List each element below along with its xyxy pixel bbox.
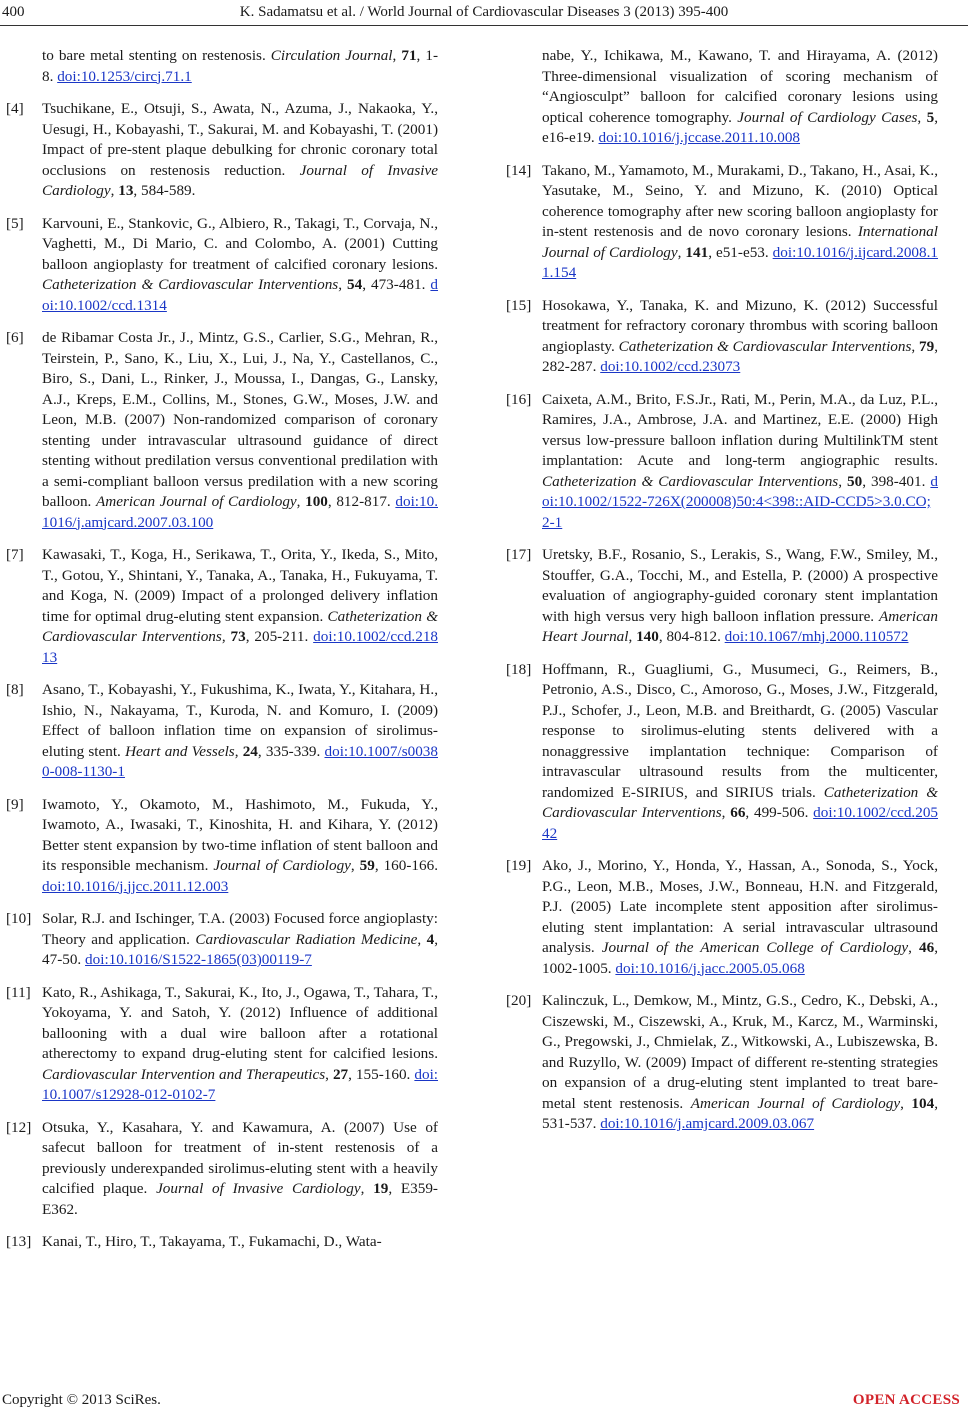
reference-text: Caixeta, A.M., Brito, F.S.Jr., Rati, M., Perin, M.A., da Luz, P.L., Ramires, J.A., Ambrose, J.A. and Martinez, E.E. (2000) High versus low-pressure balloon inflation during MultilinkTM stent implantation: Acute and long-term angiographic results.: [542, 390, 938, 469]
reference-separator: ,: [350, 857, 360, 874]
volume-number: 104: [911, 1094, 935, 1112]
reference-pages: , 335-339.: [257, 742, 325, 760]
reference-number: [12]: [6, 1118, 32, 1136]
reference-separator: ,: [338, 276, 348, 293]
reference-separator: ,: [325, 1065, 333, 1083]
doi-link[interactable]: doi:10.1007/s00380-008-1130-1: [42, 742, 438, 780]
journal-name: Journal of the American College of Cardiology: [601, 939, 909, 956]
journal-name: Heart and Vessels: [125, 742, 235, 760]
running-head: K. Sadamatsu et al. / World Journal of Cardiovascular Diseases 3 (2013) 395-400: [239, 4, 729, 20]
reference-text: Iwamoto, Y., Okamoto, M., Hashimoto, M., Fukuda, Y., Iwamoto, A., Iwasaki, T., Kinoshita, H. and Kihara, Y. (2012) Better stent expansion by two-time inflation of stent balloon and its responsible mechanism.: [42, 795, 438, 874]
journal-name: Catheterization & Cardiovascular Interventions: [542, 472, 839, 490]
reference-text: Solar, R.J. and Ischinger, T.A. (2003) Focused force angioplasty: Theory and application.: [42, 910, 438, 948]
reference-text: de Ribamar Costa Jr., J., Mintz, G.S., Carlier, S.G., Mehran, R., Teirstein, P., Sano, K., Liu, X., Lui, J., Na, Y., Castellanos, C., Biro, S., Dani, L., Rinker, J., Moussa, I., Dangas, G., Lansky, A.J., Kreps, E.M., Collins, M., Stones, G.W., Moses, J.W. and Leon, M.B. (2007) Non-randomized comparison of coronary stenting under intravascular ultrasound guidance of direct stenting without predilation versus conventional predilation with a semi-compliant balloon versus predilation with a new scoring balloon.: [42, 329, 438, 510]
page-number: 400: [2, 4, 25, 20]
doi-link[interactable]: doi:10.1016/j.jacc.2005.05.068: [615, 959, 805, 977]
reference-number: [6]: [6, 329, 24, 346]
reference-number: [17]: [506, 546, 532, 563]
reference-pages: , 1002-1005.: [542, 939, 939, 977]
reference-entry: [6, 46, 438, 87]
reference-text: Karvouni, E., Stankovic, G., Albiero, R., Takagi, T., Corvaja, N., Vaghetti, M., Di Mario, C. and Colombo, A. (2001) Cutting balloon angioplasty for treatment of calcified coronary lesions.: [42, 214, 438, 273]
volume-number: 13: [118, 182, 134, 199]
journal-name: American Heart Journal: [542, 607, 938, 645]
reference-pages: , 282-287.: [542, 337, 938, 375]
reference-number: [4]: [6, 100, 24, 117]
reference-pages: , e51-e53.: [708, 243, 773, 261]
reference-text: Ako, J., Morino, Y., Honda, Y., Hassan, A., Sonoda, S., Yock, P.G., Leon, M.B., Moses, J.W., Bonneau, H.N. and Fitzgerald, P.J. (2005) Late incomplete stent apposition after sirolimus-eluting stent implantation: A serial intravascular ultrasound analysis.: [542, 857, 938, 956]
reference-entry: [506, 660, 938, 845]
reference-pages: , E359-E362.: [42, 1180, 438, 1218]
reference-pages: , 531-537.: [542, 1094, 938, 1132]
reference-number: [9]: [6, 795, 24, 813]
reference-entry: [6, 795, 438, 898]
doi-link[interactable]: doi:10.1067/mhj.2000.110572: [724, 628, 909, 645]
journal-name: Catheterization & Cardiovascular Interventions: [542, 783, 939, 821]
journal-name: Journal of Invasive Cardiology: [42, 161, 438, 199]
reference-text: Uretsky, B.F., Rosanio, S., Lerakis, S., Wang, F.W., Smiley, M., Stouffer, G.A., Tocchi, M., and Estella, P. (2000) A prospective evaluation of angiography-guided coronary stent implantation with high versus very high balloon inflation pressure.: [542, 546, 938, 625]
reference-separator: ,: [392, 47, 402, 64]
reference-entry: [6, 545, 438, 668]
journal-name: American Journal of Cardiology: [690, 1094, 901, 1112]
journal-name: Journal of Cardiology: [213, 857, 351, 874]
reference-entry: [506, 46, 938, 149]
reference-pages: , 155-160.: [348, 1065, 415, 1083]
journal-name: Journal of Cardiology Cases: [737, 108, 918, 126]
doi-link[interactable]: doi:10.1002/1522-726X(200008)50:4<398::AID-CCD5>3.0.CO;2-1: [542, 472, 939, 531]
reference-entry: [6, 909, 438, 971]
reference-entry: [6, 99, 438, 202]
right-column: [506, 46, 938, 1147]
doi-link[interactable]: doi:10.1016/S1522-1865(03)00119-7: [85, 951, 312, 968]
reference-text: Otsuka, Y., Kasahara, Y. and Kawamura, A. (2007) Use of safecut balloon for treatment of in-stent restenosis of a previously underexpanded sirolimus-eluting stent with a heavily calcified plaque.: [42, 1118, 438, 1197]
volume-number: 54: [347, 276, 363, 293]
reference-separator: ,: [234, 742, 243, 760]
reference-number: [7]: [6, 546, 24, 563]
journal-name: American Journal of Cardiology: [96, 493, 297, 510]
reference-pages: , 398-401.: [862, 472, 931, 490]
doi-link[interactable]: doi:10.1002/ccd.1314: [42, 276, 439, 314]
left-column: [6, 46, 438, 1265]
reference-pages: , 205-211.: [245, 628, 314, 645]
volume-number: 73: [230, 628, 246, 645]
volume-number: 140: [636, 628, 659, 645]
doi-link[interactable]: doi:10.1016/j.amjcard.2009.03.067: [600, 1115, 815, 1132]
reference-entry: [506, 296, 938, 378]
header-rule: [0, 25, 968, 26]
volume-number: 4: [426, 930, 435, 948]
volume-number: 5: [926, 108, 935, 126]
reference-number: [11]: [6, 983, 31, 1001]
reference-text: to bare metal stenting on restenosis.: [42, 47, 271, 64]
reference-number: [15]: [506, 296, 532, 314]
reference-separator: ,: [110, 182, 119, 199]
reference-text: Hosokawa, Y., Tanaka, K. and Mizuno, K. (2012) Successful treatment for refractory coronary thrombus with scoring balloon angioplasty.: [542, 296, 938, 355]
reference-pages: , 804-812.: [658, 628, 725, 645]
reference-separator: ,: [721, 804, 731, 821]
reference-separator: ,: [900, 1094, 912, 1112]
reference-number: [16]: [506, 390, 532, 408]
reference-separator: ,: [296, 493, 306, 510]
reference-pages: , 47-50.: [42, 930, 439, 968]
reference-separator: ,: [628, 628, 637, 645]
reference-entry: [506, 390, 938, 534]
reference-separator: ,: [911, 337, 920, 355]
journal-name: Catheterization & Cardiovascular Interventions: [618, 337, 912, 355]
reference-text: Takano, M., Yamamoto, M., Murakami, D., Takano, H., Asai, K., Yasutake, M., Seino, Y. and Mizuno, K. (2010) Optical coherence tomography after new scoring balloon angioplasty for in-stent restenosis and de novo coronary lesions.: [542, 161, 938, 240]
reference-entry: [6, 328, 438, 533]
journal-name: Journal of Invasive Cardiology: [156, 1180, 361, 1197]
reference-separator: ,: [908, 939, 920, 956]
reference-pages: , 812-817.: [327, 493, 396, 510]
reference-pages: , 499-506.: [745, 804, 814, 821]
journal-name: Cardiovascular Radiation Medicine: [195, 930, 418, 948]
reference-separator: ,: [838, 472, 848, 490]
reference-text: nabe, Y., Ichikawa, M., Kawano, T. and Hirayama, A. (2012) Three-dimensional visualization of scoring mechanism of “Angiosculpt” balloon for calcified coronary lesions using optical coherence tomography.: [542, 47, 938, 126]
reference-entry: [6, 680, 438, 783]
doi-link[interactable]: doi:10.1002/ccd.20542: [542, 804, 939, 842]
reference-text: Kawasaki, T., Koga, H., Serikawa, T., Orita, Y., Ikeda, S., Mito, T., Gotou, Y., Shintani, Y., Tanaka, A., Tanaka, H., Fukuyama, T. and Koga, N. (2009) Impact of a prolonged delivery inflation time for optimal drug-eluting stent expansion.: [42, 546, 438, 625]
volume-number: 66: [730, 804, 746, 821]
reference-number: [20]: [506, 992, 532, 1009]
reference-text: Kato, R., Ashikaga, T., Sakurai, K., Ito, J., Ogawa, T., Tahara, T., Yokoyama, Y. and Satoh, Y. (2012) Influence of additional ballooning with a dual wire balloon after a rotational atherectomy to expand drug-eluting stent for calcified lesions.: [42, 983, 438, 1062]
volume-number: 19: [373, 1180, 389, 1197]
reference-entry: [6, 214, 438, 317]
page-footer: [0, 1392, 968, 1412]
reference-number: [18]: [506, 660, 532, 678]
journal-name: International Journal of Cardiology: [542, 223, 938, 261]
reference-separator: ,: [917, 108, 927, 126]
reference-number: [19]: [506, 857, 532, 874]
reference-text: Asano, T., Kobayashi, Y., Fukushima, K., Iwata, Y., Kitahara, H., Ishio, N., Nakayama, T., Kuroda, N. and Komuro, I. (2009) Effect of balloon inflation time on expansion of sirolimus-eluting stent.: [42, 681, 438, 760]
doi-link[interactable]: doi:10.1002/ccd.21813: [42, 628, 439, 666]
doi-link[interactable]: doi:10.1016/j.jccase.2011.10.008: [598, 129, 801, 146]
reference-entry: [506, 856, 938, 979]
reference-entry: [506, 161, 938, 284]
volume-number: 141: [685, 243, 709, 261]
copyright-notice: Copyright © 2013 SciRes.: [2, 1392, 161, 1408]
reference-number: [8]: [6, 681, 24, 698]
page-header: [0, 0, 968, 24]
volume-number: 46: [919, 939, 935, 956]
reference-pages: , 160-166.: [374, 857, 439, 874]
reference-number: [10]: [6, 910, 32, 927]
reference-text: Kanai, T., Hiro, T., Takayama, T., Fukamachi, D., Wata-: [42, 1233, 382, 1250]
reference-text: Hoffmann, R., Guagliumi, G., Musumeci, G., Reimers, B., Petronio, A.S., Disco, C., Amoroso, G., Moses, J.W., Fitzgerald, P.J., Schofer, J., Leon, M.B. and Breithardt, G. (2005) Vascular response to sirolimus-eluting stents delivered with a nonaggressive implantation technique: Comparison of intravascular ultrasound results from the multicenter, randomized E-SIRIUS, and SIRIUS trials.: [542, 660, 938, 801]
volume-number: 27: [332, 1065, 349, 1083]
reference-entry: [6, 1232, 438, 1253]
reference-entry: [6, 983, 438, 1106]
reference-text: Tsuchikane, E., Otsuji, S., Awata, N., Azuma, J., Nakaoka, Y., Uesugi, H., Kobayashi, T., Sakurai, M. and Kobayashi, T. (2001) Impact of pre-stent plaque debulking for chronic coronary total occlusions on restenosis reduction.: [42, 100, 438, 179]
volume-number: 100: [305, 493, 328, 510]
reference-entry: [506, 545, 938, 648]
reference-number: [14]: [506, 161, 532, 179]
reference-number: [13]: [6, 1233, 32, 1250]
volume-number: 79: [919, 337, 935, 355]
reference-pages: , 1-8.: [42, 47, 439, 85]
doi-link[interactable]: doi:10.1007/s12928-012-0102-7: [42, 1065, 439, 1103]
reference-separator: ,: [417, 930, 427, 948]
volume-number: 24: [242, 742, 258, 760]
doi-link[interactable]: doi:10.1016/j.amjcard.2007.03.100: [42, 493, 438, 531]
doi-link[interactable]: doi:10.1253/circj.71.1: [57, 67, 192, 85]
doi-link[interactable]: doi:10.1016/j.ijcard.2008.11.154: [542, 243, 939, 281]
reference-number: [5]: [6, 214, 24, 232]
volume-number: 59: [359, 857, 375, 874]
open-access-label: OPEN ACCESS: [852, 1392, 960, 1408]
journal-name: Cardiovascular Intervention and Therapeutics: [42, 1065, 326, 1083]
reference-entry: [6, 1118, 438, 1221]
volume-number: 50: [847, 472, 863, 490]
doi-link[interactable]: doi:10.1002/ccd.23073: [600, 358, 741, 375]
journal-name: Catheterization & Cardiovascular Interventions: [42, 607, 439, 645]
doi-link[interactable]: doi:10.1016/j.jjcc.2011.12.003: [42, 877, 229, 895]
journal-name: Catheterization & Cardiovascular Interventions: [42, 276, 339, 293]
volume-number: 71: [401, 47, 417, 64]
reference-separator: ,: [360, 1180, 374, 1197]
reference-pages: , e16-e19.: [542, 108, 939, 146]
reference-entry: [506, 991, 938, 1135]
reference-separator: ,: [677, 243, 686, 261]
reference-separator: ,: [221, 628, 231, 645]
reference-pages: , 473-481.: [362, 276, 431, 293]
journal-name: Circulation Journal: [270, 47, 393, 64]
reference-text: Kalinczuk, L., Demkow, M., Mintz, G.S., Cedro, K., Debski, A., Ciszewski, M., Ciszewski, A., Kruk, M., Karcz, M., Warminski, G., Pregowski, J., Chmielak, Z., Witkowski, A., Lubiszewska, B. and Ruzyllo, W. (2009) Impact of different re-stenting strategies on expansion of a drug-eluting stent implanted to treat bare-metal stent restenosis.: [542, 992, 938, 1112]
reference-pages: , 584-589.: [133, 182, 196, 199]
